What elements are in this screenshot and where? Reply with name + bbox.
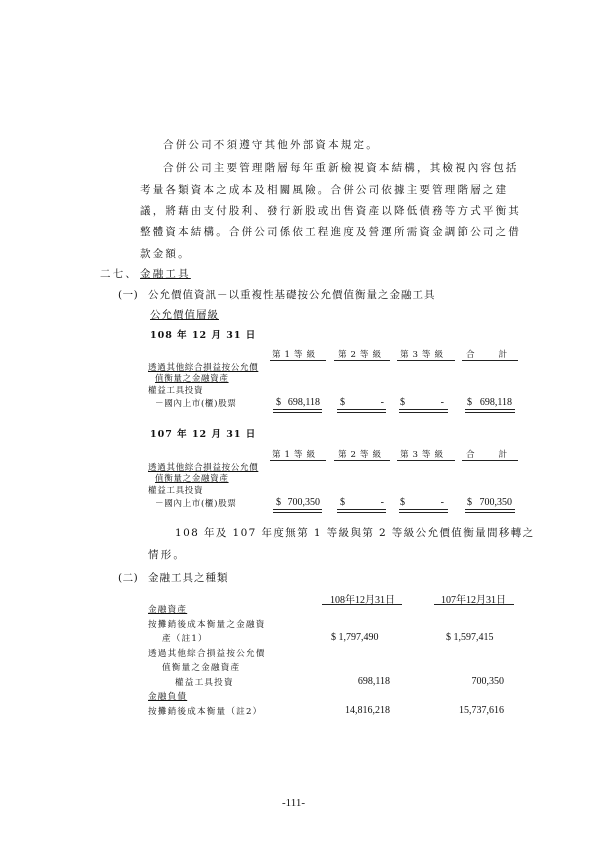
- cat-equity-label: 權益工具投資: [175, 678, 234, 688]
- sub2-number: (二): [118, 572, 139, 584]
- fv107-l3-value: -: [440, 497, 444, 508]
- fv108-l1-currency: $: [276, 397, 281, 408]
- cat-fvoci-line1: 透過其他綜合損益按公允價: [148, 649, 266, 659]
- hierarchy-label: 公允價值層級: [150, 309, 219, 321]
- fv107-equity: 權益工具投資: [148, 486, 204, 496]
- fv107-cat-line1: 透過其他綜合損益按公允價: [148, 463, 259, 473]
- fv107-head-level1: 第 1 等 級: [272, 450, 316, 460]
- cat-liab-108: 14,816,218: [345, 705, 390, 716]
- fv108-equity: 權益工具投資: [148, 386, 204, 396]
- cat-equity-107: 700,350: [471, 676, 504, 687]
- fv107-total-currency: $: [467, 497, 472, 508]
- fv108-cat-line2: 值衡量之金融資產: [155, 374, 229, 384]
- fv107-l1-currency: $: [276, 497, 281, 508]
- fv108-row-label: －國內上市(櫃)股票: [155, 399, 237, 409]
- fv107-l2-currency: $: [340, 497, 345, 508]
- fv108-l2-value: -: [380, 397, 384, 408]
- body-line-5: 整體資本結構。合併公司係依工程進度及營運所需資金調節公司之借: [140, 226, 521, 238]
- fv107-l3-currency: $: [400, 497, 405, 508]
- cat-col-107: 107年12月31日: [441, 595, 506, 606]
- sub1-number: (一): [118, 289, 139, 301]
- fv108-head-total: 合 計: [466, 350, 508, 360]
- fv108-head-level2: 第 2 等 級: [338, 350, 382, 360]
- body-line-3: 考量各類資本之成本及相關風險。合併公司依據主要管理階層之建: [140, 184, 509, 196]
- fv108-date: 108 年 12 月 31 日: [150, 330, 257, 341]
- fv107-head-total: 合 計: [466, 450, 508, 460]
- note-line-1: 108 年及 107 年度無第 1 等級與第 2 等級公允價值衡量間移轉之: [175, 527, 535, 539]
- body-line-1: 合併公司不須遵守其他外部資本規定。: [163, 139, 379, 151]
- cat-amortized-108: $ 1,797,490: [331, 632, 379, 643]
- fv108-total-value: 698,118: [479, 397, 512, 408]
- fv107-l1-value: 700,350: [287, 497, 320, 508]
- page-number: -111-: [282, 797, 306, 809]
- cat-amortized-line1: 按攤銷後成本衡量之金融資: [148, 620, 266, 630]
- fv108-l3-currency: $: [400, 397, 405, 408]
- fv107-cat-line2: 值衡量之金融資產: [155, 474, 229, 484]
- fv108-head-level3: 第 3 等 級: [400, 350, 444, 360]
- section-title: 金融工具: [140, 268, 191, 280]
- body-line-2: 合併公司主要管理階層每年重新檢視資本結構，其檢視內容包括: [163, 162, 519, 174]
- fv107-head-level3: 第 3 等 級: [400, 450, 444, 460]
- cat-equity-108: 698,118: [357, 676, 390, 687]
- fv108-head-level1: 第 1 等 級: [272, 350, 316, 360]
- fv107-total-value: 700,350: [479, 497, 512, 508]
- cat-liab-label: 按攤銷後成本衡量（註2）: [148, 707, 263, 717]
- fv107-row-label: －國內上市(櫃)股票: [155, 499, 237, 509]
- fv107-date: 107 年 12 月 31 日: [150, 429, 257, 440]
- section-number: 二七、: [100, 268, 139, 280]
- sub1-title: 公允價值資訊－以重複性基礎按公允價值衡量之金融工具: [148, 289, 436, 301]
- cat-liab-107: 15,737,616: [459, 705, 504, 716]
- fv108-l3-value: -: [440, 397, 444, 408]
- note-line-2: 情形。: [148, 549, 187, 561]
- cat-col-108: 108年12月31日: [330, 595, 395, 606]
- fv108-cat-line1: 透過其他綜合損益按公允價: [148, 363, 259, 373]
- fv108-total-currency: $: [467, 397, 472, 408]
- cat-fin-assets: 金融資產: [148, 605, 188, 615]
- sub2-title: 金融工具之種類: [148, 572, 229, 584]
- cat-amortized-107: $ 1,597,415: [446, 632, 494, 643]
- body-line-4: 議，將藉由支付股利、發行新股或出售資產以降低債務等方式平衡其: [140, 205, 521, 217]
- fv108-l2-currency: $: [340, 397, 345, 408]
- fv107-l2-value: -: [380, 497, 384, 508]
- cat-fin-liab: 金融負債: [148, 692, 188, 702]
- cat-fvoci-line2: 值衡量之金融資產: [162, 663, 241, 673]
- body-line-6: 款金額。: [140, 248, 191, 260]
- cat-amortized-line2: 產（註1）: [162, 634, 208, 644]
- fv107-head-level2: 第 2 等 級: [338, 450, 382, 460]
- fv108-l1-value: 698,118: [287, 397, 320, 408]
